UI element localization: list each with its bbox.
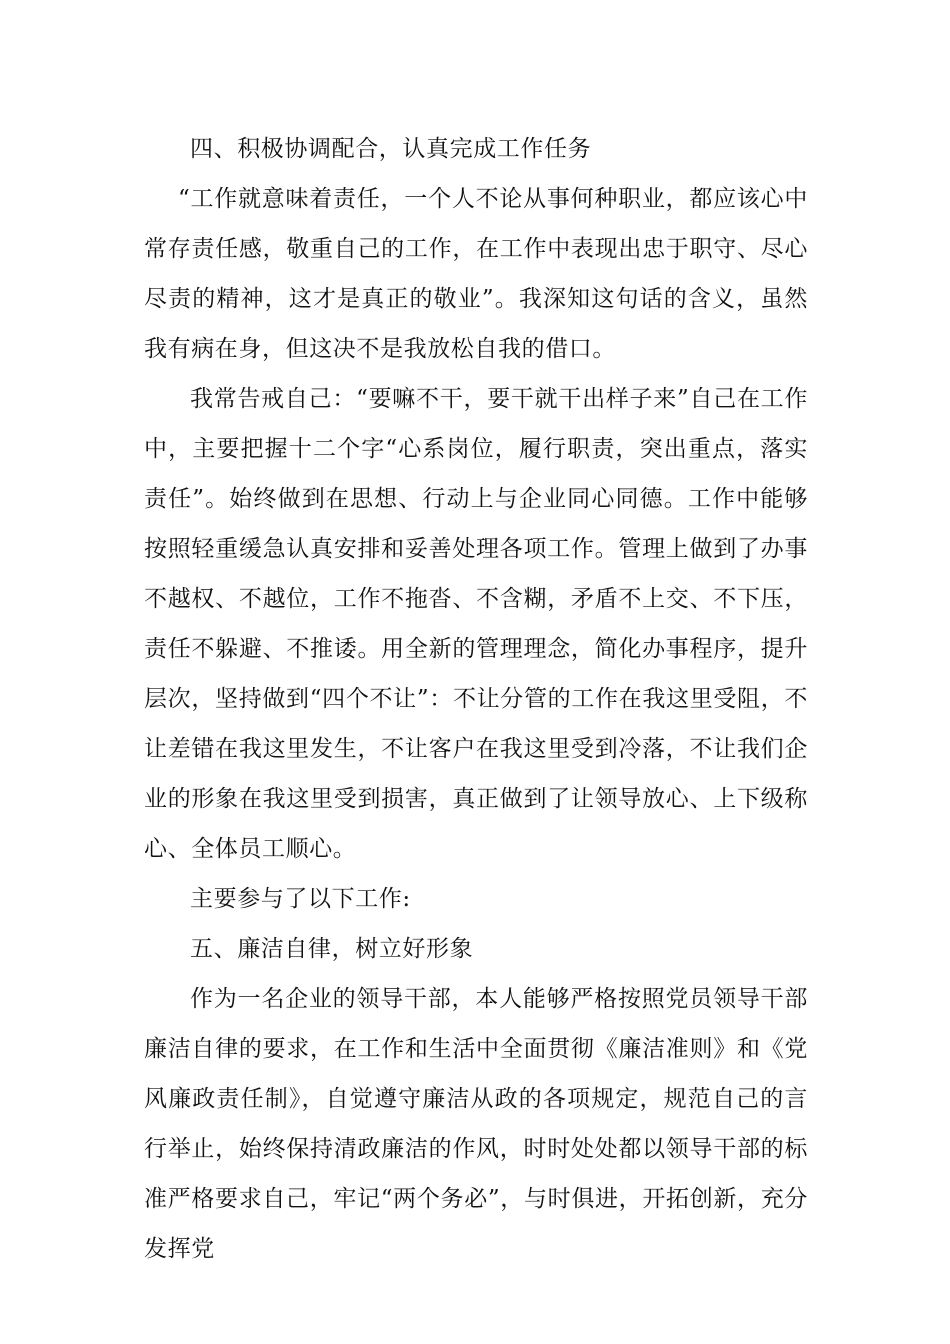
paragraph-responsibility-quote: “工作就意味着责任，一个人不论从事何种职业，都应该心中常存责任感，敬重自己的工作，在工作中表现出忠于职守、尽心尽责的精神，这才是真正的敬业”。我深知这句话的含义，虽然我有病在身，但这决不是我放松自我的借口。 (144, 186, 808, 362)
paragraph-participation: 主要参与了以下工作: (190, 886, 411, 912)
paragraph-integrity: 作为一名企业的领导干部，本人能够严格按照党员领导干部廉洁自律的要求，在工作和生活中全面贯彻《廉洁准则》和《党风廉政责任制》，自觉遵守廉洁从政的各项规定，规范自己的言行举止，始终保持清政廉洁的作风，时时处处都以领导干部的标准严格要求自己，牢记“两个务必”，与时俱进，开拓创新，充分发挥党 (144, 986, 808, 1262)
document-body (144, 124, 808, 1274)
section-heading-five: 五、廉洁自律，树立好形象 (190, 936, 474, 962)
section-heading-four: 四、积极协调配合，认真完成工作任务 (190, 136, 592, 162)
paragraph-self-warning: 我常告戒自己：“要嘛不干，要干就干出样子来”自己在工作中，主要把握十二个字“心系岗位，履行职责，突出重点，落实责任”。始终做到在思想、行动上与企业同心同德。工作中能够按照轻重缓急认真安排和妥善处理各项工作。管理上做到了办事不越权、不越位，工作不拖沓、不含糊，矛盾不上交、不下压，责任不躲避、不推诿。用全新的管理理念，简化办事程序，提升层次，坚持做到“四个不让”：不让分管的工作在我这里受阻，不让差错在我这里发生，不让客户在我这里受到冷落，不让我们企业的形象在我这里受到损害，真正做到了让领导放心、上下级称心、全体员工顺心。 (144, 386, 808, 862)
